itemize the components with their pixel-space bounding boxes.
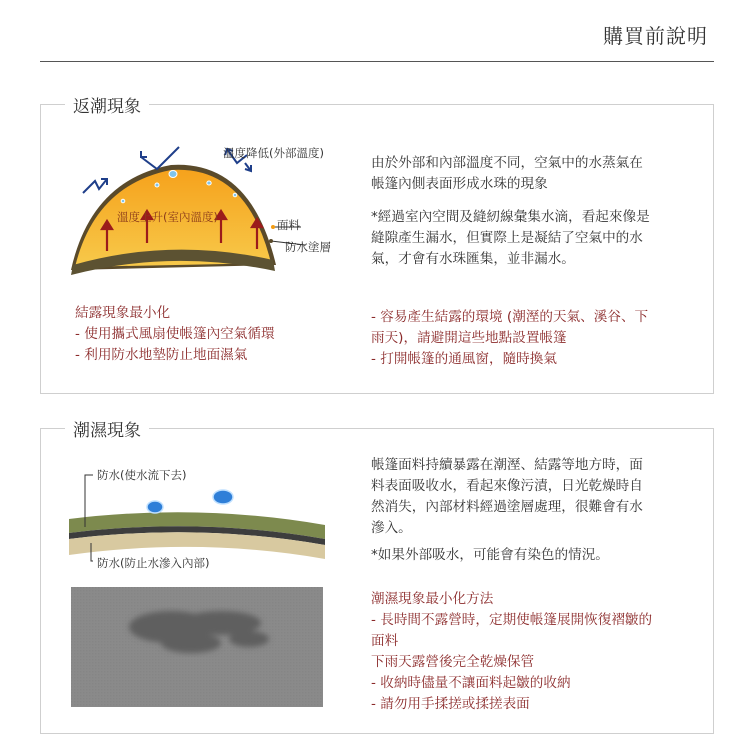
moisture-description: 帳篷面料持續暴露在潮溼、結露等地方時，面 料表面吸收水，看起來像污漬，日光乾燥時自 然消失，內部材料經過塗層處理，很難會有水 滲入。	[371, 457, 643, 536]
label-temp-down: 溫度降低(外部溫度)	[223, 146, 324, 160]
label-waterproof-bottom: 防水(防止水滲入內部)	[97, 556, 210, 570]
condensation-description: 由於外部和內部溫度不同，空氣中的水蒸氣在 帳篷內側表面形成水珠的現象	[371, 155, 643, 192]
moisture-title: 潮濕現象	[65, 416, 149, 441]
moisture-panel	[40, 421, 714, 734]
condensation-note: *經過室內空間及縫紉線彙集水滴，看起來像是 縫隙產生漏水，但實際上是凝結了空氣中的水 氣，才會有水珠匯集，並非漏水。	[371, 209, 650, 267]
moisture-methods: 潮濕現象最小化方法 - 長時間不露營時，定期使帳篷展開恢復褶皺的 面料 下雨天露營後完全乾燥保管 - 收納時儘量不讓面料起皺的收納 - 請勿用手揉搓或揉搓表面	[371, 591, 653, 712]
label-temp-up: 溫度上升(室內溫度)	[117, 210, 218, 224]
title-divider	[40, 61, 714, 62]
label-coating: 防水塗層	[285, 240, 331, 254]
condensation-panel	[40, 97, 714, 394]
label-waterproof-top: 防水(使水流下去)	[97, 468, 187, 482]
condensation-environment: - 容易產生結露的環境 (潮溼的天氣、溪谷、下 雨天)，請避開這些地點設置帳篷 - 打開帳篷的通風窗，隨時換氣	[371, 309, 649, 367]
condensation-minimize: 結露現象最小化 - 使用攜式風扇使帳篷內空氣循環 - 利用防水地墊防止地面濕氣	[75, 305, 275, 363]
page-title: 購買前說明	[603, 24, 708, 48]
stained-fabric-photo	[71, 587, 323, 707]
moisture-note: *如果外部吸水，可能會有染色的情況。	[371, 547, 609, 563]
label-fabric: 面料	[277, 218, 300, 232]
condensation-title: 返潮現象	[65, 92, 149, 117]
